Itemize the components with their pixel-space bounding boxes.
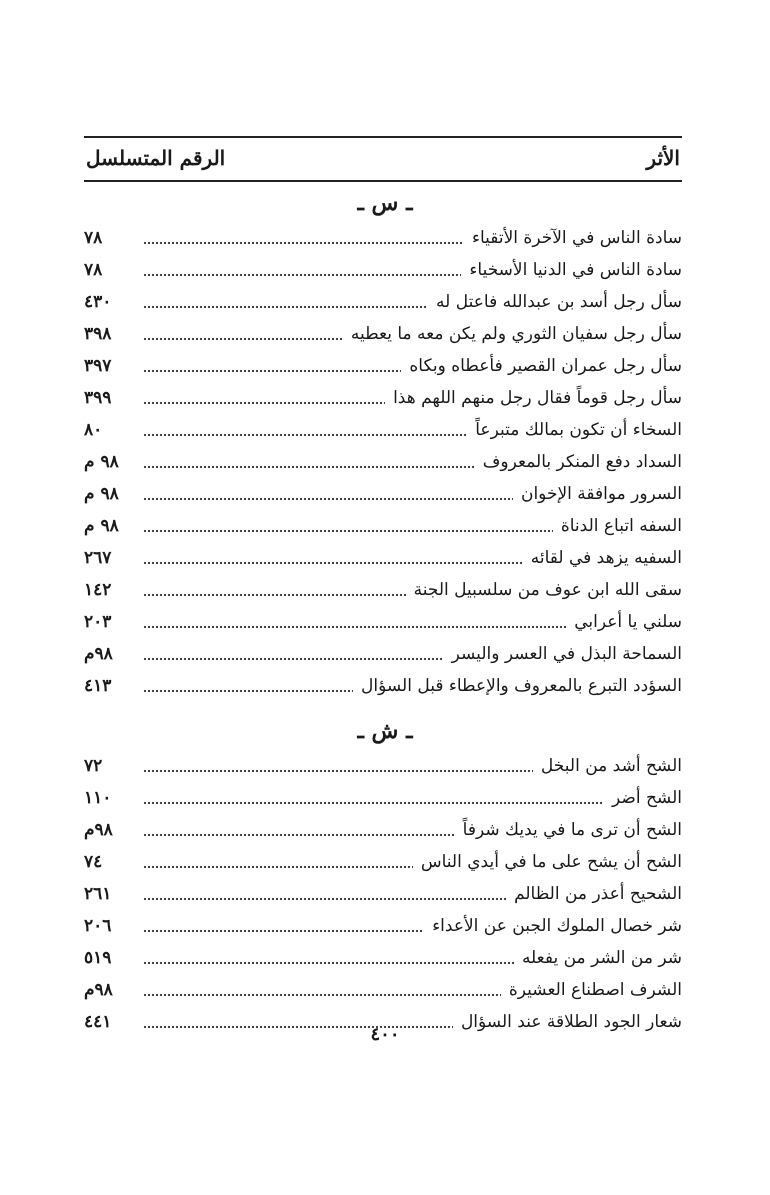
page-number: ٤٠٠	[370, 1024, 400, 1045]
index-entry	[84, 352, 682, 384]
index-entry	[84, 672, 682, 704]
entry-serial-number: ٩٨م	[84, 980, 113, 1000]
dot-leader	[144, 802, 682, 804]
entry-title: سأل رجل عمران القصير فأعطاه وبكاه	[401, 356, 682, 382]
index-entry	[84, 384, 682, 416]
entry-serial-number: ٩٨ م	[84, 516, 119, 536]
index-entry	[84, 640, 682, 672]
entry-title: سقى الله ابن عوف من سلسبيل الجنة	[406, 580, 682, 606]
entry-title: الشح أن يشح على ما في أيدي الناس	[413, 852, 682, 878]
entry-serial-number: ٩٨ م	[84, 452, 119, 472]
index-entry	[84, 544, 682, 576]
entry-serial-number: ٥١٩	[84, 948, 112, 968]
entry-title: سادة الناس في الدنيا الأسخياء	[461, 260, 682, 286]
entry-title: السؤدد التبرع بالمعروف والإعطاء قبل السؤال	[353, 676, 682, 702]
entry-title: السفيه يزهد في لقائه	[523, 548, 682, 574]
entry-title: الشح أشد من البخل	[533, 756, 682, 782]
index-entry	[84, 576, 682, 608]
column-header-athar: الأثر	[646, 146, 680, 170]
entry-serial-number: ٧٨	[84, 228, 103, 248]
entry-serial-number: ٤٤١	[84, 1012, 112, 1032]
entry-title: الشح أضر	[604, 788, 682, 814]
entry-serial-number: ١٤٢	[84, 580, 112, 600]
entry-title: الشحيح أعذر من الظالم	[506, 884, 682, 910]
index-entry	[84, 848, 682, 880]
entry-serial-number: ٣٩٩	[84, 388, 112, 408]
entry-serial-number: ٧٢	[84, 756, 103, 776]
index-entry	[84, 416, 682, 448]
section-title: ـ س ـ	[357, 190, 413, 216]
entry-title: السماحة البذل في العسر واليسر	[444, 644, 682, 670]
entry-serial-number: ٧٨	[84, 260, 103, 280]
entry-title: سلني يا أعرابي	[566, 612, 682, 638]
index-entry	[84, 752, 682, 784]
column-header-serial: الرقم المتسلسل	[86, 146, 226, 170]
entry-title: السرور موافقة الإخوان	[513, 484, 682, 510]
table-header	[84, 136, 682, 182]
index-entry	[84, 480, 682, 512]
entry-title: شر من الشر من يفعله	[514, 948, 682, 974]
index-entry	[84, 224, 682, 256]
entry-title: شر خصال الملوك الجبن عن الأعداء	[424, 916, 682, 942]
index-entry	[84, 512, 682, 544]
entry-serial-number: ٢٠٣	[84, 612, 112, 632]
entry-serial-number: ٩٨م	[84, 644, 113, 664]
index-entry	[84, 608, 682, 640]
entry-serial-number: ٩٨ م	[84, 484, 119, 504]
entry-title: شعار الجود الطلاقة عند السؤال	[453, 1012, 682, 1038]
section-title: ـ ش ـ	[357, 718, 413, 744]
entry-serial-number: ٤١٣	[84, 676, 112, 696]
index-entry	[84, 880, 682, 912]
index-entry	[84, 912, 682, 944]
index-entry	[84, 256, 682, 288]
entry-serial-number: ٣٩٨	[84, 324, 112, 344]
entry-serial-number: ٤٣٠	[84, 292, 112, 312]
entry-serial-number: ٩٨م	[84, 820, 113, 840]
entry-title: سأل رجل قوماً فقال رجل منهم اللهم هذا	[385, 388, 682, 414]
entry-title: سادة الناس في الآخرة الأتقياء	[464, 228, 682, 254]
index-entry	[84, 448, 682, 480]
index-entry	[84, 784, 682, 816]
entry-title: السفه اتباع الدناة	[553, 516, 682, 542]
entry-serial-number: ٢٠٦	[84, 916, 112, 936]
entry-title: السداد دفع المنكر بالمعروف	[475, 452, 682, 478]
entry-title: السخاء أن تكون بمالك متبرعاً	[467, 420, 682, 446]
entry-title: سأل رجل أسد بن عبدالله فاعتل له	[428, 292, 682, 318]
entry-title: الشح أن ترى ما في يديك شرفاً	[455, 820, 682, 846]
index-entry	[84, 976, 682, 1008]
index-entry	[84, 816, 682, 848]
index-entry	[84, 944, 682, 976]
entry-title: سأل رجل سفيان الثوري ولم يكن معه ما يعطيه	[343, 324, 682, 350]
index-entry	[84, 288, 682, 320]
entry-serial-number: ١١٠	[84, 788, 112, 808]
entry-serial-number: ٣٩٧	[84, 356, 112, 376]
entry-serial-number: ٧٤	[84, 852, 103, 872]
entry-serial-number: ٢٦١	[84, 884, 112, 904]
index-entry	[84, 320, 682, 352]
entry-title: الشرف اصطناع العشيرة	[501, 980, 682, 1006]
entry-serial-number: ٢٦٧	[84, 548, 112, 568]
entry-serial-number: ٨٠	[84, 420, 103, 440]
